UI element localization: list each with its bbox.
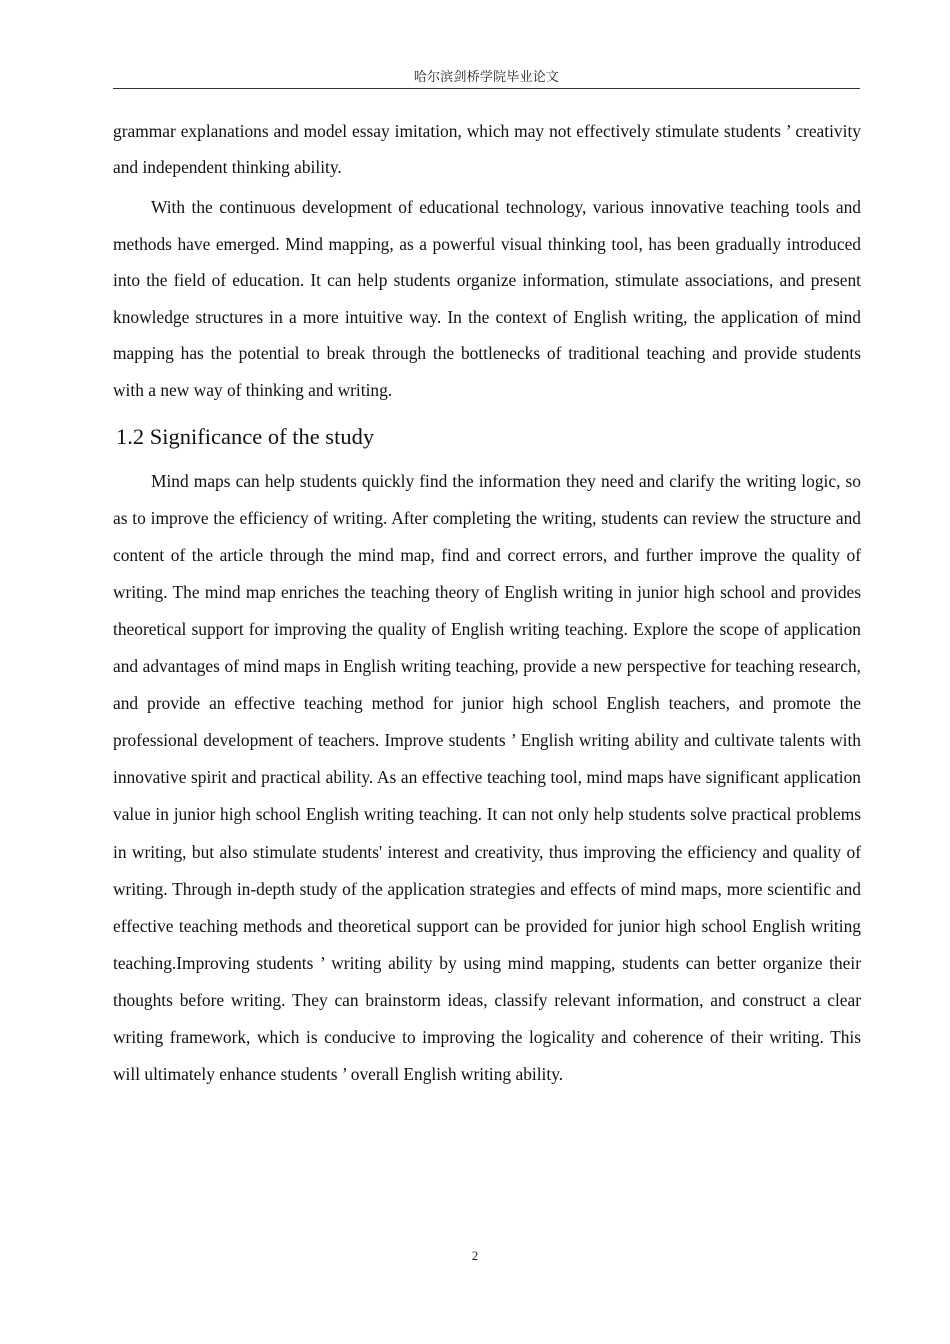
- page-header-title: 哈尔滨剑桥学院毕业论文: [413, 70, 560, 85]
- page-number: 2: [471, 1248, 479, 1263]
- header-rule: [113, 88, 860, 89]
- section-paragraph: Mind maps can help students quickly find the information they need and clarify the writing logic, so as to improve the efficiency of writing. After completing the writing, students can review the structure and content of the article through the mind map, find and correct errors, and further improve the quality of writing. The mind map enriches the teaching theory of English writing in junior high school and provides theoretical support for improving the quality of English writing teaching. Explore the scope of application and advantages of mind maps in English writing teaching, provide a new perspective for teaching research, and provide an effective teaching method for junior high school English teachers, and promote the professional development of teachers. Improve students ’ English writing ability and cultivate talents with innovative spirit and practical ability. As an effective teaching tool, mind maps have significant application value in junior high school English writing teaching. It can not only help students solve practical problems in writing, but also stimulate students' interest and creativity, thus improving the efficiency and quality of writing. Through in-depth study of the application strategies and effects of mind maps, more scientific and effective teaching methods and theoretical support can be provided for junior high school English writing teaching.Improving students ’ writing ability by using mind mapping, students can better organize their thoughts before writing. They can brainstorm ideas, classify relevant information, and construct a clear writing framework, which is conducive to improving the logicality and coherence of their writing. This will ultimately enhance students ’ overall English writing ability.: [113, 470, 861, 1085]
- section-heading: 1.2 Significance of the study: [116, 423, 375, 449]
- body-paragraph-1: grammar explanations and model essay imitation, which may not effectively stimulate students ’ creativity and independent thinking ability.: [113, 121, 861, 177]
- document-body: [113, 113, 861, 1093]
- body-paragraph-2: With the continuous development of educational technology, various innovative teaching tools and methods have emerged. Mind mapping, as a powerful visual thinking tool, has been gradually introduced into the field of education. It can help students organize information, stimulate associations, and present knowledge structures in a more intuitive way. In the context of English writing, the application of mind mapping has the potential to break through the bottlenecks of traditional teaching and provide students with a new way of thinking and writing.: [113, 197, 861, 400]
